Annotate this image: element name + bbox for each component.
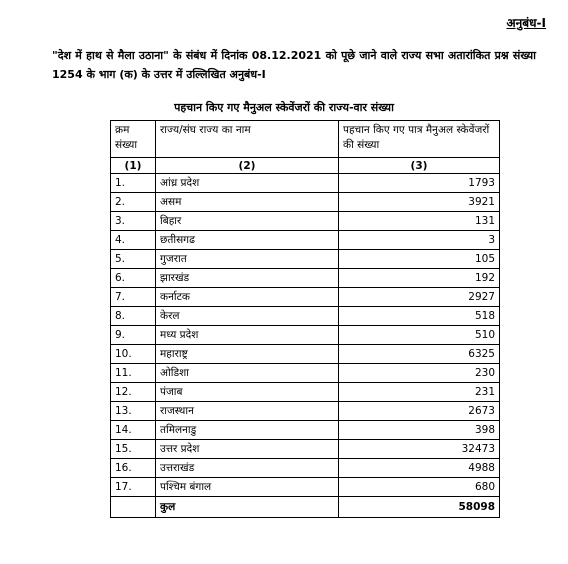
total-empty-cell — [111, 497, 156, 518]
annex-label: अनुबंध-I — [506, 16, 546, 30]
serial-cell: 6. — [111, 269, 156, 288]
state-cell: उत्तराखंड — [156, 459, 339, 478]
table-title: पहचान किए गए मैनुअल स्केवेंजरों की राज्य-वार संख्या — [174, 101, 394, 114]
state-cell: मध्य प्रदेश — [156, 326, 339, 345]
count-cell: 2673 — [339, 402, 500, 421]
count-cell: 3 — [339, 231, 500, 250]
count-cell: 231 — [339, 383, 500, 402]
count-cell: 2927 — [339, 288, 500, 307]
state-cell: पंजाब — [156, 383, 339, 402]
header-count: पहचान किए गए पात्र मैनुअल स्केवेंजरों की संख्या — [339, 121, 500, 158]
table-row — [111, 440, 500, 459]
serial-cell: 8. — [111, 307, 156, 326]
count-cell: 1793 — [339, 174, 500, 193]
total-label: कुल — [156, 497, 339, 518]
serial-cell: 4. — [111, 231, 156, 250]
table-row — [111, 383, 500, 402]
serial-cell: 7. — [111, 288, 156, 307]
count-cell: 398 — [339, 421, 500, 440]
state-cell: आंध्र प्रदेश — [156, 174, 339, 193]
header-row — [111, 121, 500, 158]
table-row — [111, 459, 500, 478]
table-row — [111, 212, 500, 231]
table-row — [111, 326, 500, 345]
total-value: 58098 — [339, 497, 500, 518]
serial-cell: 5. — [111, 250, 156, 269]
count-cell: 131 — [339, 212, 500, 231]
table-row — [111, 364, 500, 383]
table-row — [111, 193, 500, 212]
state-cell: राजस्थान — [156, 402, 339, 421]
count-cell: 680 — [339, 478, 500, 497]
serial-cell: 2. — [111, 193, 156, 212]
count-cell: 230 — [339, 364, 500, 383]
count-cell: 105 — [339, 250, 500, 269]
count-cell: 6325 — [339, 345, 500, 364]
table-body — [111, 174, 500, 518]
state-cell: पश्चिम बंगाल — [156, 478, 339, 497]
intro-paragraph: "देश में हाथ से मैला उठाना" के संबंध में दिनांक 08.12.2021 को पूछे जाने वाले राज्य सभा अतारांकित प्रश्न संख्या 1254 के भाग (क) के उत्तर में उल्लिखित अनुबंध-I — [52, 49, 536, 81]
table-row — [111, 174, 500, 193]
state-cell: गुजरात — [156, 250, 339, 269]
serial-cell: 15. — [111, 440, 156, 459]
table-row — [111, 402, 500, 421]
count-cell: 518 — [339, 307, 500, 326]
state-cell: कर्नाटक — [156, 288, 339, 307]
table-row — [111, 250, 500, 269]
index-2: (2) — [156, 158, 339, 174]
table-row — [111, 478, 500, 497]
count-cell: 4988 — [339, 459, 500, 478]
total-row — [111, 497, 500, 518]
table-row — [111, 231, 500, 250]
table-row — [111, 307, 500, 326]
count-cell: 192 — [339, 269, 500, 288]
serial-cell: 1. — [111, 174, 156, 193]
count-cell: 510 — [339, 326, 500, 345]
serial-cell: 3. — [111, 212, 156, 231]
serial-cell: 10. — [111, 345, 156, 364]
state-cell: ओडिशा — [156, 364, 339, 383]
index-3: (3) — [339, 158, 500, 174]
serial-cell: 17. — [111, 478, 156, 497]
state-cell: उत्तर प्रदेश — [156, 440, 339, 459]
serial-cell: 12. — [111, 383, 156, 402]
index-row — [111, 158, 500, 174]
state-cell: केरल — [156, 307, 339, 326]
state-wise-table — [110, 120, 500, 518]
table-row — [111, 421, 500, 440]
table-row — [111, 269, 500, 288]
serial-cell: 9. — [111, 326, 156, 345]
state-cell: बिहार — [156, 212, 339, 231]
count-cell: 3921 — [339, 193, 500, 212]
serial-cell: 14. — [111, 421, 156, 440]
header-serial: क्रम संख्या — [111, 121, 156, 158]
table-row — [111, 345, 500, 364]
table-row — [111, 288, 500, 307]
state-cell: छतीसगढ — [156, 231, 339, 250]
header-state: राज्य/संघ राज्य का नाम — [156, 121, 339, 158]
serial-cell: 16. — [111, 459, 156, 478]
state-cell: झारखंड — [156, 269, 339, 288]
state-cell: तमिलनाडु — [156, 421, 339, 440]
state-cell: असम — [156, 193, 339, 212]
serial-cell: 13. — [111, 402, 156, 421]
state-cell: महाराष्ट्र — [156, 345, 339, 364]
index-1: (1) — [111, 158, 156, 174]
count-cell: 32473 — [339, 440, 500, 459]
serial-cell: 11. — [111, 364, 156, 383]
